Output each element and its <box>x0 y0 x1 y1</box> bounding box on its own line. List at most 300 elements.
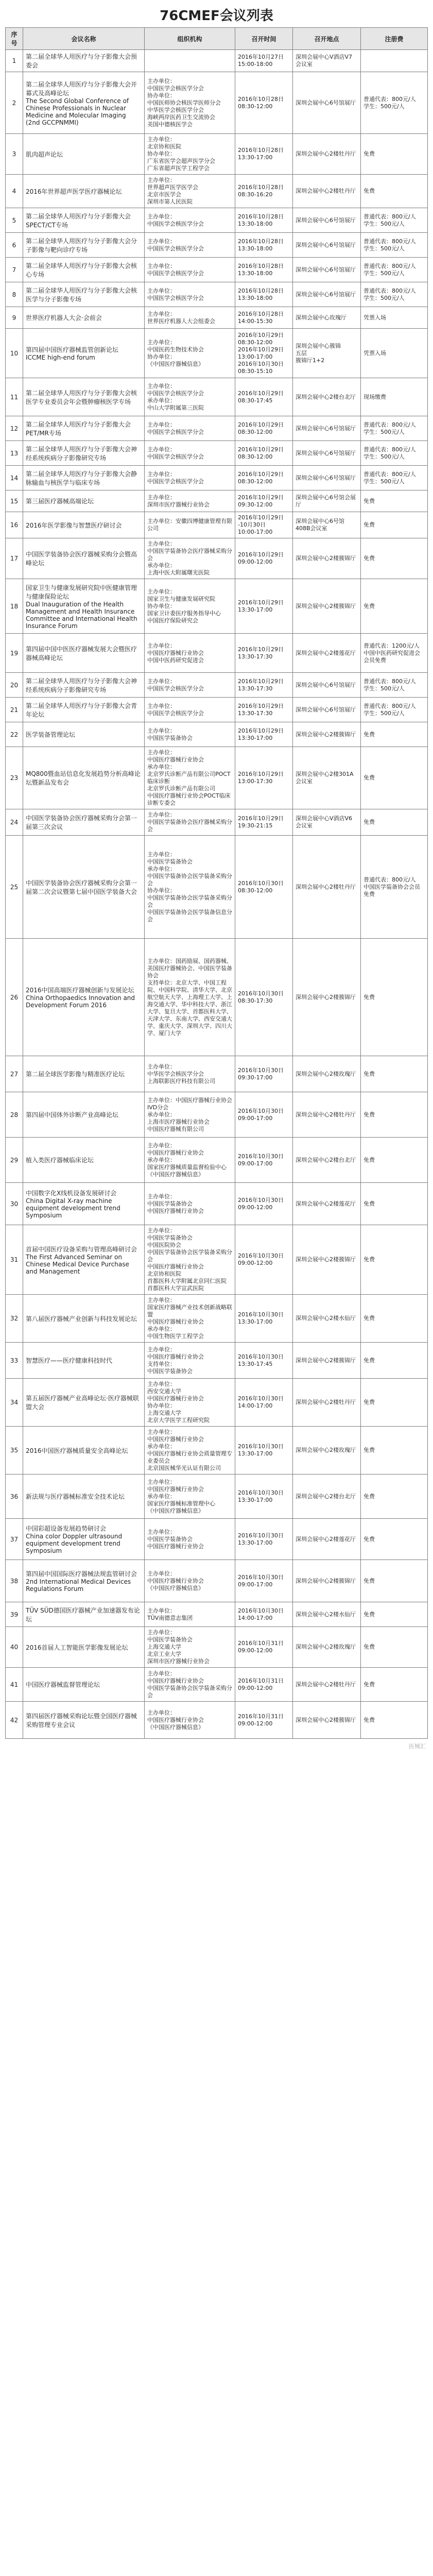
row-number: 18 <box>6 579 23 634</box>
row-number: 8 <box>6 282 23 307</box>
conference-place: 深圳会展中心6号馆展厅 <box>293 258 361 282</box>
registration-fee: 普通代表：800元/人 学生：500元/人 <box>361 282 428 307</box>
row-number: 11 <box>6 378 23 416</box>
conference-place: 深圳会展中心2楼玫瑰厅 <box>293 1427 361 1475</box>
conference-time: 2016年10月28日 13:30-17:00 <box>235 134 293 175</box>
registration-fee: 免费 <box>361 1427 428 1475</box>
registration-fee: 普通代表：800元/人 学生：500元/人 <box>361 673 428 698</box>
conference-place: 深圳会展中心2楼簇锦厅 <box>293 538 361 579</box>
conference-name: 第二届全球华人用医疗与分子影像大会核医学与分子影像专场 <box>23 282 145 307</box>
table-row <box>6 538 428 579</box>
conference-name: 第四届中国体外诊断产业高峰论坛 <box>23 1092 145 1138</box>
row-number: 7 <box>6 258 23 282</box>
organizer: 主办单位： 中国医疗器械行业协会 承办单位： 国家医疗器械标准管理中心 《中国医疗器械信息》 <box>145 1475 235 1519</box>
table-row <box>6 1183 428 1225</box>
row-number: 16 <box>6 512 23 538</box>
conference-place: 深圳会展中心6号馆展厅 <box>293 673 361 698</box>
registration-fee: 免费 <box>361 1183 428 1225</box>
row-number: 25 <box>6 836 23 939</box>
table-row <box>6 441 428 466</box>
conference-place: 深圳会展中心2楼牡丹厅 <box>293 1668 361 1702</box>
table-row <box>6 208 428 233</box>
organizer: 主办单位： 中国医学会核医学分会 <box>145 673 235 698</box>
row-number: 19 <box>6 634 23 673</box>
conference-place: 深圳会展中心2楼玫瑰厅 <box>293 1627 361 1668</box>
organizer: 主办单位： 中国医疗器械行业协会 《中国医疗器械信息》 <box>145 1560 235 1602</box>
conference-name: 新法规与医疗器械标准安全技术论坛 <box>23 1475 145 1519</box>
conference-name: 第二届全球华人用医疗与分子影像大会开幕式及高峰论坛 The Second Global Conference of Chinese Professionals in Nuclear Medicine and Molecular Imaging (2nd GCCPNMMI) <box>23 72 145 134</box>
conference-time: 2016年10月29日 09:30-12:00 <box>235 490 293 512</box>
conference-time: 2016年10月27日 15:00-18:00 <box>235 50 293 72</box>
conference-place: 深圳会展中心2楼301A会议室 <box>293 747 361 809</box>
registration-fee <box>361 50 428 72</box>
organizer: 主办单位： 世界超声医学医学会 北京市医学会 深圳市第人民医院 <box>145 175 235 208</box>
organizer: 主办单位： 中国医疗器械行业协会 承办单位： 北京罗氏诊断产品有限公司POCT临床诊断 北京罗氏诊断产品有限公司 中国医疗器械行业协会POCT临床诊断专委会 <box>145 747 235 809</box>
table-row <box>6 809 428 836</box>
conference-place: 深圳会展中心2楼簇锦厅 <box>293 1343 361 1379</box>
conference-name: 第三届医疗器械高端论坛 <box>23 490 145 512</box>
conference-place: 深圳会展中心6号馆展厅 <box>293 698 361 722</box>
conference-time: 2016年10月30日 09:00-12:00 <box>235 1183 293 1225</box>
table-row <box>6 722 428 747</box>
conference-time: 2016年10月30日 14:00-17:00 <box>235 1379 293 1427</box>
conference-name: 首届中国医疗设备采购与管理高峰研讨会 The First Advanced Seminar on Chinese Medical Device Purchase and Management <box>23 1225 145 1295</box>
conference-name: 植入类医疗器械临床论坛 <box>23 1138 145 1183</box>
conference-name: 第八届医疗器械产业创新与科技发展论坛 <box>23 1295 145 1343</box>
table-row <box>6 939 428 1056</box>
conference-place: 深圳会展中心2楼台北厅 <box>293 1475 361 1519</box>
conference-time: 2016年10月29日 19:30-21:15 <box>235 809 293 836</box>
table-row <box>6 698 428 722</box>
row-number: 4 <box>6 175 23 208</box>
row-number: 41 <box>6 1668 23 1702</box>
conference-time: 2016年10月28日 08:30-12:00 <box>235 72 293 134</box>
page-title: 76CMEF会议列表 <box>160 8 273 24</box>
registration-fee: 免费 <box>361 1627 428 1668</box>
conference-time: 2016年10月30日 08:30-17:30 <box>235 939 293 1056</box>
conference-time: 2016年10月29日 13:30-17:30 <box>235 698 293 722</box>
registration-fee: 免费 <box>361 579 428 634</box>
registration-fee: 免费 <box>361 134 428 175</box>
header-org: 组织机构 <box>145 28 235 50</box>
organizer: 主办单位： 中国医疗器械行业协会 承办单位： 中国医疗器械行业协会质量管理专业委员会 北京国医械华光认证有限公司 <box>145 1427 235 1475</box>
row-number: 24 <box>6 809 23 836</box>
conference-place: 深圳会展中心2楼簇锦厅 <box>293 939 361 1056</box>
organizer: 主办单位： 中国医学会核医学分会 <box>145 233 235 258</box>
conference-place: 深圳会展中心2楼莲花厅 <box>293 634 361 673</box>
conference-place: 深圳会展中心6号馆展厅 <box>293 416 361 441</box>
registration-fee: 免费 <box>361 1602 428 1627</box>
conference-name: 国家卫生与健康发展研究院中医健康管理与健康保险论坛 Dual Inauguration of the Health Management and Health Insurance Committee and International Health Insurance Forum <box>23 579 145 634</box>
row-number: 40 <box>6 1627 23 1668</box>
table-row <box>6 1225 428 1295</box>
organizer: 主办单位： 国家卫生与健康发展研究院 协办单位： 国家卫计委医疗服务指导中心 中国医疗保险研究会 <box>145 579 235 634</box>
conference-name: 肌肉超声论坛 <box>23 134 145 175</box>
registration-fee: 免费 <box>361 1092 428 1138</box>
conference-name: TÜV SÜD德国医疗器械产业加速器发布论坛 <box>23 1602 145 1627</box>
organizer: 主办单位： 中国医学装备协会 上海交通大学 北京工业大学 深圳市医疗器械行业协会 <box>145 1627 235 1668</box>
row-number: 2 <box>6 72 23 134</box>
registration-fee: 普通代表：800元/人 学生：500元/人 <box>361 72 428 134</box>
registration-fee: 免费 <box>361 1379 428 1427</box>
conference-name: 第四届中国中医医疗器械发展大会暨医疗器械高峰论坛 <box>23 634 145 673</box>
conference-time: 2016年10月31日 09:00-12:00 <box>235 1627 293 1668</box>
organizer: 主办单位： 中国医学会核医学分会 <box>145 258 235 282</box>
row-number: 34 <box>6 1379 23 1427</box>
conference-time: 2016年10月30日 09:00-17:00 <box>235 1560 293 1602</box>
conference-name: MQ800暨血站信息化发展趋势分析高峰论坛暨新品发布会 <box>23 747 145 809</box>
row-number: 22 <box>6 722 23 747</box>
table-row <box>6 1056 428 1092</box>
table-header-row <box>6 28 428 50</box>
conference-place: 深圳会展中心2楼水仙厅 <box>293 1602 361 1627</box>
registration-fee: 免费 <box>361 722 428 747</box>
table-row <box>6 1343 428 1379</box>
conference-name: 第二届全球华人用医疗与分子影像大会预委会 <box>23 50 145 72</box>
conference-time: 2016年10月30日 09:00-17:00 <box>235 1092 293 1138</box>
conference-place: 深圳会展中心6号馆展厅 <box>293 72 361 134</box>
table-row <box>6 50 428 72</box>
conference-time: 2016年10月29日 -10月30日 10:00-17:00 <box>235 512 293 538</box>
conference-place: 深圳会展中心2楼玫瑰厅 <box>293 1056 361 1092</box>
registration-fee: 普通代表：800元/人 学生：500元/人 <box>361 466 428 490</box>
table-row <box>6 1427 428 1475</box>
conference-name: 第四届中国国际医疗器械法规监管研讨会 2nd International Medical Devices Regulations Forum <box>23 1560 145 1602</box>
conference-place: 深圳会展中心2楼水仙厅 <box>293 1295 361 1343</box>
registration-fee: 普通代表：800元/人 学生：500元/人 <box>361 698 428 722</box>
table-row <box>6 258 428 282</box>
organizer: 主办单位： 中国医学会核医学分会 <box>145 282 235 307</box>
row-number: 13 <box>6 441 23 466</box>
registration-fee: 现场缴费 <box>361 378 428 416</box>
organizer: 主办单位： 中国医学装备协会 承办单位： 中国医学装备协会医学装备采购分会 协办单位： 中国医学装备协会医学装备采购分会 中国医学装备协会医学装备信息分会 <box>145 836 235 939</box>
organizer: 主办单位： 中国医学会核医学分会 协办单位： 中国医师协会核医学医师分会 中华医学会核医学分会 海峡两岸医药卫生交流协会 美国中德核医学会 <box>145 72 235 134</box>
registration-fee: 普通代表：800元/人 学生：500元/人 <box>361 258 428 282</box>
conference-time: 2016年10月30日 09:00-17:00 <box>235 1138 293 1183</box>
organizer: 主办单位： 中国医疗器械行业协会 中国中医药研究促进会 <box>145 634 235 673</box>
header-time: 召开时间 <box>235 28 293 50</box>
conference-place: 深圳会展中心V酒店V6会议室 <box>293 809 361 836</box>
conference-name: 第二届全球华人用医疗与分子影像大会分子影像与靶向诊疗专场 <box>23 233 145 258</box>
table-row <box>6 1602 428 1627</box>
conference-name: 第二届全球华人用医疗与分子影像大会核心专场 <box>23 258 145 282</box>
organizer <box>145 50 235 72</box>
row-number: 38 <box>6 1560 23 1602</box>
registration-fee: 凭票入场 <box>361 307 428 329</box>
registration-fee: 免费 <box>361 1668 428 1702</box>
conference-place: 深圳会展中心6号馆展厅 <box>293 233 361 258</box>
row-number: 3 <box>6 134 23 175</box>
organizer: 主办单位： 中国医学会核医学分会 <box>145 441 235 466</box>
conference-time: 2016年10月28日 13:30-18:00 <box>235 233 293 258</box>
conference-place: 深圳会展中心2楼簇锦厅 <box>293 1225 361 1295</box>
conference-name: 中国医疗器械监督管理论坛 <box>23 1668 145 1702</box>
organizer: 主办单位： 中国医学装备协会医疗器械采购分会 <box>145 809 235 836</box>
conference-time: 2016年10月29日 13:30-17:30 <box>235 673 293 698</box>
registration-fee: 普通代表：800元/人 中国医学装备协会会员免费 <box>361 836 428 939</box>
table-row <box>6 1138 428 1183</box>
registration-fee: 免费 <box>361 809 428 836</box>
table-row <box>6 747 428 809</box>
table-row <box>6 282 428 307</box>
conference-place: 深圳会展中心6号馆408B会议室 <box>293 512 361 538</box>
organizer: 主办单位： 中国医学装备协会 <box>145 722 235 747</box>
table-row <box>6 134 428 175</box>
row-number: 37 <box>6 1519 23 1560</box>
table-row <box>6 378 428 416</box>
conference-name: 第二届全球华人用医疗与分子影像大会静脉输血与核医学与临床专场 <box>23 466 145 490</box>
table-row <box>6 329 428 378</box>
header-no: 序号 <box>6 28 23 50</box>
organizer: 主办单位： 中国医疗器械行业协会 中国医学装备协会医学装备采购分会 <box>145 1668 235 1702</box>
conference-time: 2016年10月29日 08:30-12:00 <box>235 416 293 441</box>
table-row <box>6 1519 428 1560</box>
watermark-text: 医械汇 <box>409 1743 426 1750</box>
conference-place: 深圳会展中心2楼牡丹厅 <box>293 836 361 939</box>
registration-fee: 免费 <box>361 490 428 512</box>
table-row <box>6 72 428 134</box>
table-row <box>6 579 428 634</box>
conference-time: 2016年10月29日 08:30-17:45 <box>235 378 293 416</box>
row-number: 29 <box>6 1138 23 1183</box>
conference-name: 中国彩超设备发展趋势研讨会 China color Doppler ultrasound equipment development trend Symposium <box>23 1519 145 1560</box>
header-name: 会议名称 <box>23 28 145 50</box>
row-number: 30 <box>6 1183 23 1225</box>
conference-name: 2016中国医疗器械质量安全高峰论坛 <box>23 1427 145 1475</box>
conference-name: 2016中国高端医疗器械创新与发展论坛 China Orthopaedics Innovation and Development Forum 2016 <box>23 939 145 1056</box>
conference-time: 2016年10月29日 08:30-12:00 2016年10月29日 13:00-17:00 2016年10月30日 08:30-15:10 <box>235 329 293 378</box>
table-body <box>6 50 428 1739</box>
table-row <box>6 1475 428 1519</box>
row-number: 21 <box>6 698 23 722</box>
conference-name: 2016首届人工智能医学影像发展论坛 <box>23 1627 145 1668</box>
conference-name: 第五届医疗器械产业高峰论坛·医疗器械联盟大会 <box>23 1379 145 1427</box>
table-row <box>6 1668 428 1702</box>
conference-place: 深圳会展中心2楼牡丹厅 <box>293 175 361 208</box>
registration-fee: 普通代表：800元/人 学生：500元/人 <box>361 208 428 233</box>
table-row <box>6 673 428 698</box>
table-row <box>6 307 428 329</box>
conference-time: 2016年10月31日 09:00-12:00 <box>235 1702 293 1739</box>
conference-table <box>5 27 428 1739</box>
row-number: 28 <box>6 1092 23 1138</box>
organizer: 主办单位： 世界医疗机器人大会组委会 <box>145 307 235 329</box>
conference-time: 2016年10月28日 14:00-15:30 <box>235 307 293 329</box>
conference-name: 第四届医疗器械采购论坛暨全国医疗器械采购管理专业会议 <box>23 1702 145 1739</box>
conference-name: 智慧医疗——医疗健康科技时代 <box>23 1343 145 1379</box>
conference-name: 第四届中国医疗器械监管创新论坛 ICCME high-end forum <box>23 329 145 378</box>
conference-place: 深圳会展中心簇锦 五层 簇锦厅1+2 <box>293 329 361 378</box>
table-row <box>6 512 428 538</box>
conference-time: 2016年10月30日 09:00-12:00 <box>235 1225 293 1295</box>
row-number: 36 <box>6 1475 23 1519</box>
conference-name: 第二届全球华人用医疗与分子影像大会神经系统疾病分子影像研究专场 <box>23 673 145 698</box>
row-number: 20 <box>6 673 23 698</box>
conference-place: 深圳会展中心玫瑰厅 <box>293 307 361 329</box>
organizer: 主办单位： 中国医学会核医学分会 <box>145 466 235 490</box>
table-row <box>6 1295 428 1343</box>
conference-name: 第二届全球华人用医疗与分子影像大会神经系统疾病分子影像研究专场 <box>23 441 145 466</box>
registration-fee: 免费 <box>361 1056 428 1092</box>
row-number: 23 <box>6 747 23 809</box>
organizer: 主办单位： 中国医学装备协会 中国医疗器械行业协会 <box>145 1519 235 1560</box>
row-number: 31 <box>6 1225 23 1295</box>
conference-name: 第二届全球华人用医疗与分子影像大会PET/MR专场 <box>23 416 145 441</box>
registration-fee: 免费 <box>361 1138 428 1183</box>
conference-name: 2016年医学影像与智慧医疗研讨会 <box>23 512 145 538</box>
table-row <box>6 233 428 258</box>
watermark <box>0 1739 433 1753</box>
conference-time: 2016年10月31日 09:00-12:00 <box>235 1668 293 1702</box>
header-place: 召开地点 <box>293 28 361 50</box>
conference-time: 2016年10月28日 08:30-16:20 <box>235 175 293 208</box>
conference-place: 深圳会展中心2楼簇锦厅 <box>293 722 361 747</box>
row-number: 42 <box>6 1702 23 1739</box>
organizer: 主办单位： 中国医药生物技术协会 协办单位： 《中国医疗器械信息》 <box>145 329 235 378</box>
conference-place: 深圳会展中心2楼台北厅 <box>293 1138 361 1183</box>
registration-fee: 免费 <box>361 175 428 208</box>
conference-time: 2016年10月29日 13:00-17:30 <box>235 747 293 809</box>
registration-fee: 免费 <box>361 512 428 538</box>
registration-fee: 普通代表：800元/人 学生：500元/人 <box>361 416 428 441</box>
table-row <box>6 416 428 441</box>
header-fee: 注册费 <box>361 28 428 50</box>
conference-time: 2016年10月29日 08:30-12:00 <box>235 466 293 490</box>
registration-fee: 免费 <box>361 1560 428 1602</box>
conference-place: 深圳会展中心6号馆展厅 <box>293 441 361 466</box>
conference-place: 深圳会展中心2楼莲花厅 <box>293 1519 361 1560</box>
conference-name: 第二届全球华人用医疗与分子影像大会SPECT/CT专场 <box>23 208 145 233</box>
row-number: 26 <box>6 939 23 1056</box>
conference-name: 第二届全球医学影像与精准医疗论坛 <box>23 1056 145 1092</box>
organizer: 主办单位： 中国医学会核医学分会 <box>145 416 235 441</box>
conference-time: 2016年10月30日 09:30-17:00 <box>235 1056 293 1092</box>
registration-fee: 普通代表：800元/人 学生：500元/人 <box>361 441 428 466</box>
registration-fee: 免费 <box>361 1343 428 1379</box>
row-number: 27 <box>6 1056 23 1092</box>
row-number: 15 <box>6 490 23 512</box>
organizer: 主办单位： TÜV南德意志集团 <box>145 1602 235 1627</box>
row-number: 17 <box>6 538 23 579</box>
organizer: 主办单位：国药励展、国药器械、美国医疗器械协会、中国医学装备协会 支持单位：北京大学、中国工程院、中国科学院、清华大学、北京航空航天大学、上海理工大学、上海交通大学、华中科技大学、浙江大学、复旦大学、首都医科大学、天津大学、东南大学、西安交通大学、重庆大学、深圳大学、四川大学、厦门大学 <box>145 939 235 1056</box>
registration-fee: 免费 <box>361 538 428 579</box>
conference-name: 中国医学装备协会医疗器械采购分会第一届第三次会议 <box>23 809 145 836</box>
registration-fee: 免费 <box>361 1225 428 1295</box>
organizer: 主办单位： 中华医学会核医学分会 上海联影医疗科技有限公司 <box>145 1056 235 1092</box>
conference-time: 2016年10月30日 13:30-17:45 <box>235 1343 293 1379</box>
organizer: 主办单位：中国医疗器械行业协会IVD分会 承办单位： 上海市医疗器械行业协会 中国医疗器械有限公司 <box>145 1092 235 1138</box>
organizer: 主办单位： 中国医学会核医学分会 承办单位： 中山大学附属第三医院 <box>145 378 235 416</box>
conference-place: 深圳会展中心6号馆展厅 <box>293 282 361 307</box>
conference-place: 深圳会展中心2楼牡丹厅 <box>293 1379 361 1427</box>
conference-time: 2016年10月28日 13:30-18:00 <box>235 282 293 307</box>
row-number: 33 <box>6 1343 23 1379</box>
table-row <box>6 634 428 673</box>
conference-name: 2016年世界超声医学医疗器械论坛 <box>23 175 145 208</box>
conference-place: 深圳会展中心2楼簇锦厅 <box>293 579 361 634</box>
row-number: 14 <box>6 466 23 490</box>
conference-time: 2016年10月30日 14:00-17:00 <box>235 1602 293 1627</box>
conference-name: 世界医疗机器人大会·会前会 <box>23 307 145 329</box>
table-row <box>6 466 428 490</box>
table-row <box>6 175 428 208</box>
organizer: 主办单位：安徽四博健康管理有限公司 <box>145 512 235 538</box>
table-row <box>6 490 428 512</box>
table-row <box>6 836 428 939</box>
organizer: 主办单位： 中国医疗器械行业协会 承办单位： 国家医疗器械质量监督检验中心 《中国医疗器械信息》 <box>145 1138 235 1183</box>
conference-place: 深圳会展中心6号馆展厅 <box>293 208 361 233</box>
conference-name: 中国数字化X线机设备发展研讨会 China Digital X-ray machine equipment development trend Symposium <box>23 1183 145 1225</box>
conference-place: 深圳会展中心2楼簇锦厅 <box>293 1560 361 1602</box>
registration-fee: 免费 <box>361 939 428 1056</box>
table-row <box>6 1560 428 1602</box>
conference-place: 深圳会展中心6号馆会展厅 <box>293 490 361 512</box>
conference-time: 2016年10月29日 13:30-17:00 <box>235 722 293 747</box>
conference-place: 深圳会展中心2楼牡丹厅 <box>293 1092 361 1138</box>
row-number: 10 <box>6 329 23 378</box>
table-row <box>6 1627 428 1668</box>
registration-fee: 凭票入场 <box>361 329 428 378</box>
organizer: 主办单位： 中国医疗器械行业协会 支持单位： 中国医学装备协会 <box>145 1343 235 1379</box>
conference-name: 第二届全球华人用医疗与分子影像大会青年论坛 <box>23 698 145 722</box>
registration-fee: 免费 <box>361 1295 428 1343</box>
conference-time: 2016年10月28日 13:30-18:00 <box>235 208 293 233</box>
conference-name: 中国医学装备协会医疗器械采购分会暨高峰论坛 <box>23 538 145 579</box>
organizer: 主办单位： 中国医学会核医学分会 <box>145 698 235 722</box>
conference-time: 2016年10月30日 13:30-17:00 <box>235 1427 293 1475</box>
conference-time: 2016年10月29日 13:30-17:00 <box>235 579 293 634</box>
organizer: 主办单位： 中国医学装备协会医疗器械采购分会 承办单位： 上海中医大附属曙光医院 <box>145 538 235 579</box>
conference-time: 2016年10月30日 08:30-12:00 <box>235 836 293 939</box>
row-number: 5 <box>6 208 23 233</box>
organizer: 主办单位： 西安交通大学 中国医疗器械行业协会 协办单位： 上海交通大学 北京大学医学工程研究院 <box>145 1379 235 1427</box>
conference-name: 第二届全球华人用医疗与分子影像大会核医学专业委员会年会暨肿瘤核医学专场 <box>23 378 145 416</box>
conference-place: 深圳会展中心2楼簇锦厅 <box>293 1702 361 1739</box>
registration-fee: 免费 <box>361 1702 428 1739</box>
organizer: 主办单位： 中国医学装备协会 中国医疗器械行业协会 <box>145 1183 235 1225</box>
organizer: 主办单位： 中国医学装备协会 中国医院协会 中国医学装备协会医学装备采购分会 中国医疗器械行业协会 北京协和医院 首都医科大学附属北京同仁医院 首都医科大学宣武医院 <box>145 1225 235 1295</box>
row-number: 32 <box>6 1295 23 1343</box>
conference-name: 中国医学装备协会医疗器械采购分会第一届第二次会议暨第七届中国医学装备大会 <box>23 836 145 939</box>
conference-place: 深圳会展中心2楼台北厅 <box>293 378 361 416</box>
conference-time: 2016年10月29日 09:00-12:00 <box>235 538 293 579</box>
conference-time: 2016年10月30日 13:30-17:00 <box>235 1475 293 1519</box>
organizer: 主办单位： 深圳市医疗器械行业协会 <box>145 490 235 512</box>
conference-time: 2016年10月30日 13:30-17:00 <box>235 1519 293 1560</box>
conference-time: 2016年10月30日 13:30-17:00 <box>235 1295 293 1343</box>
table-row <box>6 1702 428 1739</box>
conference-time: 2016年10月29日 13:30-17:30 <box>235 634 293 673</box>
table-row <box>6 1379 428 1427</box>
conference-time: 2016年10月28日 13:30-18:00 <box>235 258 293 282</box>
conference-place: 深圳会展中心V酒店V7会议室 <box>293 50 361 72</box>
row-number: 35 <box>6 1427 23 1475</box>
registration-fee: 免费 <box>361 747 428 809</box>
conference-place: 深圳会展中心2楼牡丹厅 <box>293 134 361 175</box>
row-number: 6 <box>6 233 23 258</box>
row-number: 12 <box>6 416 23 441</box>
table-row <box>6 1092 428 1138</box>
conference-time: 2016年10月29日 08:30-12:00 <box>235 441 293 466</box>
organizer: 主办单位： 北京协和医院 协办单位： 广东省医学会超声医学分会 广东省超声医学工程学会 <box>145 134 235 175</box>
row-number: 39 <box>6 1602 23 1627</box>
conference-place: 深圳会展中心2楼莲花厅 <box>293 1183 361 1225</box>
row-number: 9 <box>6 307 23 329</box>
conference-name: 医学装备管理论坛 <box>23 722 145 747</box>
registration-fee: 普通代表：1200元/人 中国中医药研究促进会会员免费 <box>361 634 428 673</box>
organizer: 主办单位： 中国医疗器械行业协会 《中国医疗器械信息》 <box>145 1702 235 1739</box>
conference-place: 深圳会展中心6号馆展厅 <box>293 466 361 490</box>
